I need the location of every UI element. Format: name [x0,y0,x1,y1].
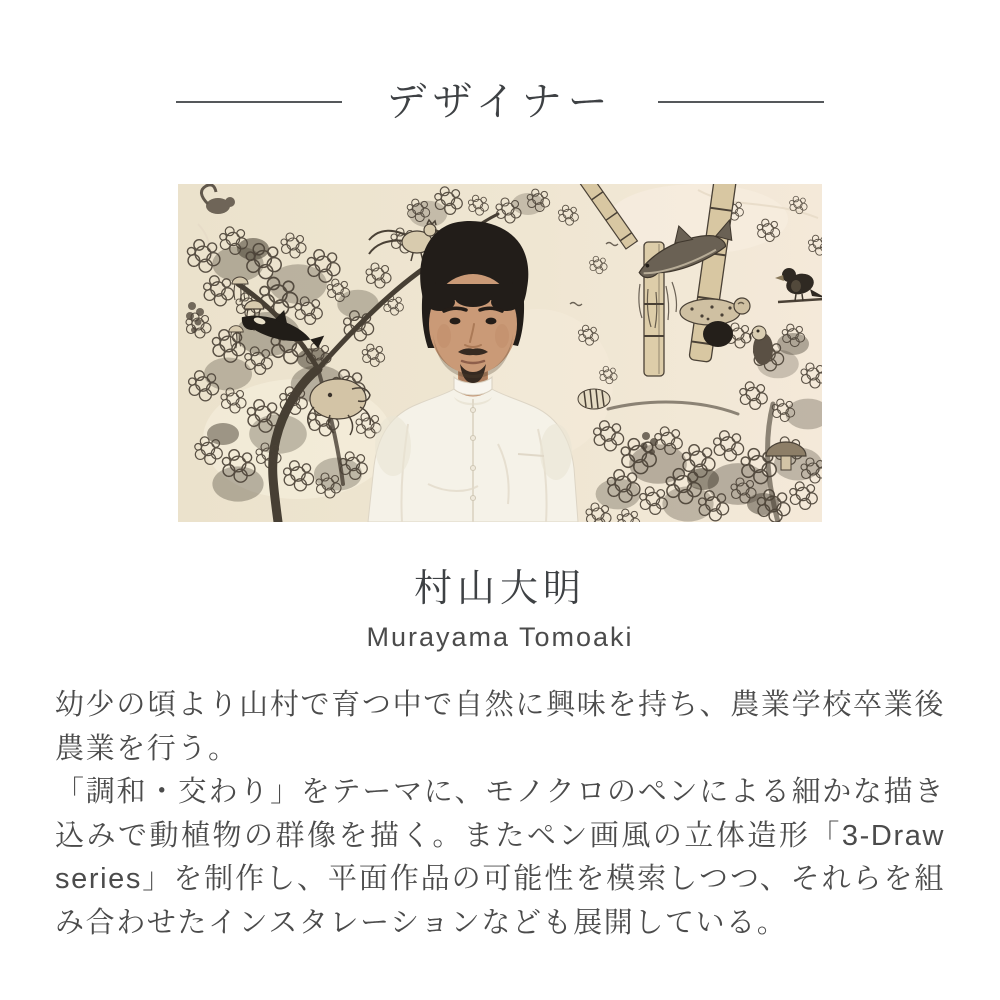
bio-paragraph-2: 「調和・交わり」をテーマに、モノクロのペンによる細かな描き込みで動植物の群像を描く。またペン画風の立体造形「3-Draw series」を制作し、平面作品の可能性を模索しつつ、それらを組み合わせたインスタレーションなども展開している。 [55,776,945,939]
tree-hollow [703,321,733,347]
bio-paragraph-1: 幼少の頃より山村で育つ中で自然に興味を持ち、農業学校卒業後農業を行う。 [55,689,945,765]
section-header [0,80,1000,124]
left-divider-line [176,101,342,103]
hair-fringe [425,284,521,311]
designer-portrait-photo [178,184,822,522]
zebra-icon [578,389,610,409]
designer-name-romaji: Murayama Tomoaki [366,622,634,652]
designer-name-japanese: 村山大明 [413,568,586,610]
right-divider-line [658,101,824,103]
page-title: デザイナー [386,80,614,124]
designer-bio [55,684,945,945]
designer-photo [178,184,822,522]
